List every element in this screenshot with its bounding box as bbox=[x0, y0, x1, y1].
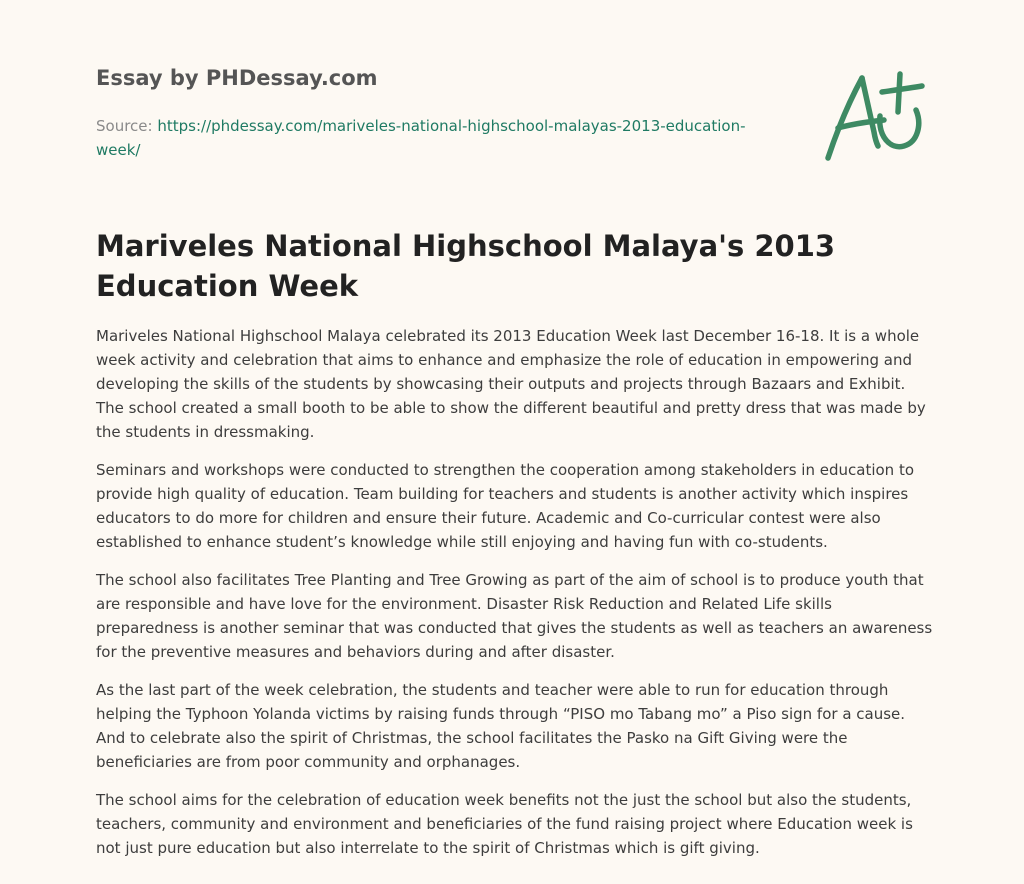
article-paragraph: Mariveles National Highschool Malaya celebrated its 2013 Education Week last December 16-18. It is a whole week activity and celebration that aims to enhance and emphasize the role of education in empowering and developing the skills of the students by showcasing their outputs and projects through Bazaars and Exhibit. The school created a small booth to be able to show the different beautiful and pretty dress that was made by the students in dressmaking. bbox=[96, 327, 926, 441]
article-body bbox=[96, 324, 936, 874]
source-line bbox=[96, 114, 756, 162]
article-paragraph: The school aims for the celebration of education week benefits not the just the school but also the students, teachers, community and environment and beneficiaries of the fund raising project where Education week is not just pure education but also interrelate to the spirit of Christmas which is gift giving. bbox=[96, 791, 913, 857]
article-paragraph: Seminars and workshops were conducted to strengthen the cooperation among stakeholders in education to provide high quality of education. Team building for teachers and students is another activity which inspires educators to do more for children and ensure their future. Academic and Co-curricular contest were also established to enhance student’s knowledge while still enjoying and having fun with co-students. bbox=[96, 461, 915, 551]
article-paragraph: As the last part of the week celebration, the students and teacher were able to run for education through helping the Typhoon Yolanda victims by raising funds through “PISO mo Tabang mo” a Piso sign for a cause. And to celebrate also the spirit of Christmas, the school facilitates the Pasko na Gift Giving were the beneficiaries are from poor community and orphanages. bbox=[96, 681, 906, 771]
article-title: Mariveles National Highschool Malaya's 2013 Education Week bbox=[96, 229, 836, 303]
a-plus-logo-icon bbox=[818, 66, 930, 166]
page-header bbox=[96, 62, 756, 162]
article-paragraph: The school also facilitates Tree Planting and Tree Growing as part of the aim of school is to produce youth that are responsible and have love for the environment. Disaster Risk Reduction and Related Life skills preparedness is another seminar that was conducted that gives the students as well as teachers an awareness for the preventive measures and behaviors during and after disaster. bbox=[96, 571, 933, 661]
site-brand[interactable]: Essay by PHDessay.com bbox=[96, 66, 378, 90]
source-label: Source: bbox=[96, 117, 153, 135]
source-link[interactable]: https://phdessay.com/mariveles-national-highschool-malayas-2013-education-week/ bbox=[96, 117, 746, 159]
a-plus-logo[interactable] bbox=[818, 66, 930, 166]
